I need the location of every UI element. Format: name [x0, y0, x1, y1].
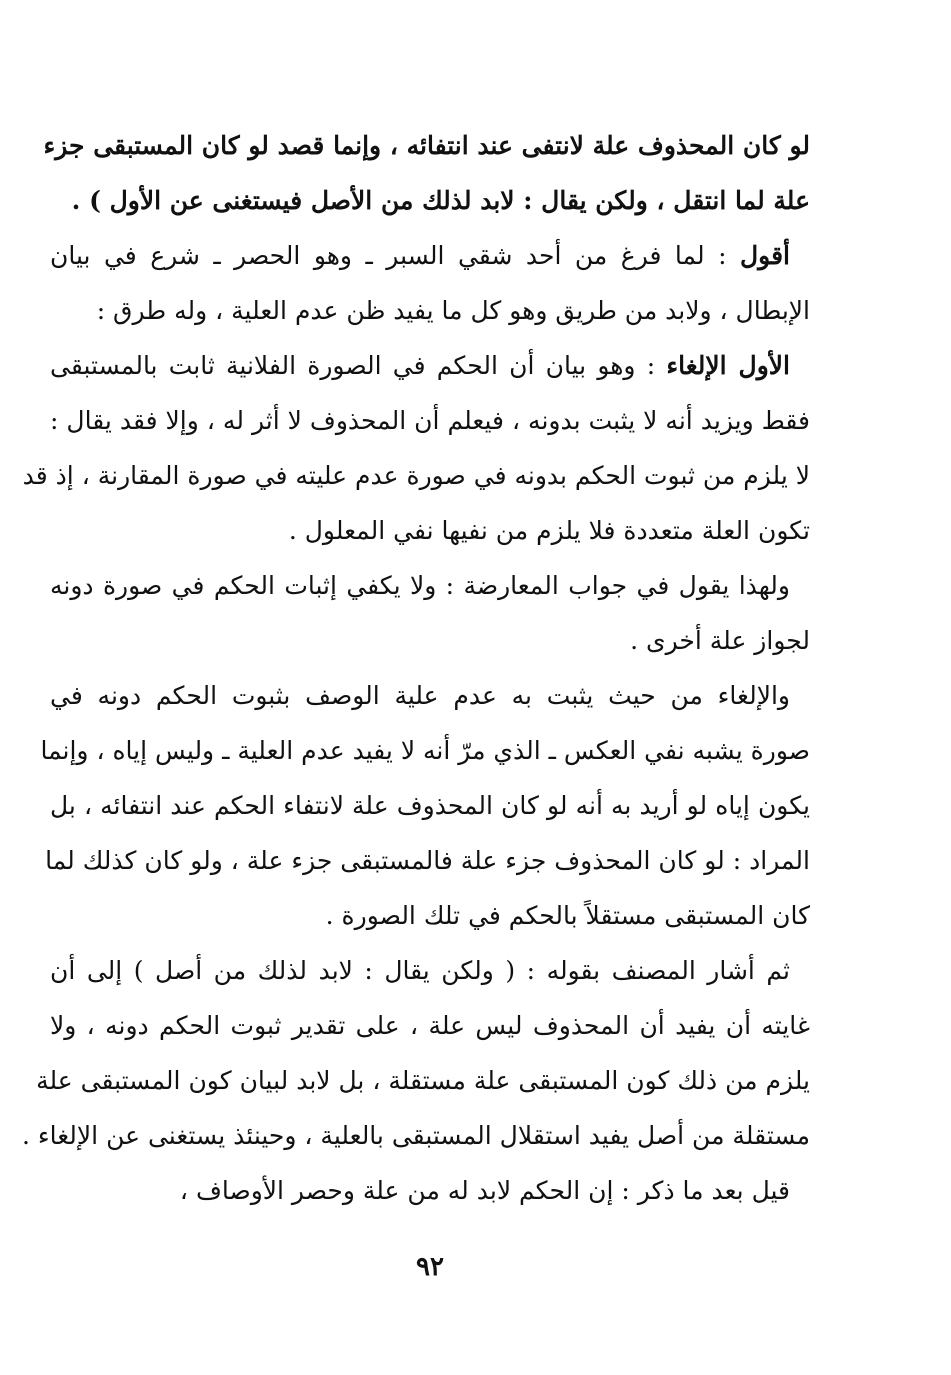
text-line: يلزم من ذلك كون المستبقى علة مستقلة ، بل لابد لبيان كون المستبقى علة: [36, 1066, 810, 1095]
text-line: مستقلة من أصل يفيد استقلال المستبقى بالعلية ، وحينئذ يستغنى عن الإلغاء .: [21, 1121, 810, 1150]
text-line: يكون إياه لو أريد به أنه لو كان المحذوف علة لانتفاء الحكم عند انتفائه ، بل: [50, 791, 810, 820]
text-line: ثم أشار المصنف بقوله : ( ولكن يقال : لابد لذلك من أصل ) إلى أن: [50, 956, 790, 985]
text-line: لا يلزم من ثبوت الحكم بدونه في صورة عدم عليته في صورة المقارنة ، إذ قد: [22, 461, 810, 490]
text-line: فقط ويزيد أنه لا يثبت بدونه ، فيعلم أن المحذوف لا أثر له ، وإلا فقد يقال :: [50, 406, 810, 435]
text-line: قيل بعد ما ذكر : إن الحكم لابد له من علة وحصر الأوصاف ،: [179, 1176, 790, 1205]
text-line: المراد : لو كان المحذوف جزء علة فالمستبقى جزء علة ، ولو كان كذلك لما: [45, 846, 810, 875]
text-line: أقول : لما فرغ من أحد شقي السبر ـ وهو الحصر ـ شرع في بيان: [50, 241, 790, 270]
lead-word: أقول: [740, 241, 790, 270]
text-line: تكون العلة متعددة فلا يلزم من نفيها نفي المعلول .: [288, 516, 810, 545]
text-line: والإلغاء من حيث يثبت به عدم علية الوصف بثبوت الحكم دونه في: [50, 681, 790, 710]
text-line: كان المستبقى مستقلاً بالحكم في تلك الصورة .: [325, 901, 810, 930]
text-line: الأول الإلغاء : وهو بيان أن الحكم في الصورة الفلانية ثابت بالمستبقى: [50, 351, 790, 380]
lead-word: الأول الإلغاء: [666, 351, 790, 380]
text-line: الإبطال ، ولابد من طريق وهو كل ما يفيد ظن عدم العلية ، وله طرق :: [96, 296, 810, 325]
text-line: صورة يشبه نفي العكس ـ الذي مرّ أنه لا يفيد عدم العلية ـ وليس إياه ، وإنما: [40, 736, 810, 765]
text-line: لجواز علة أخرى .: [630, 626, 810, 655]
page-body: [21, 118, 810, 1218]
text-line: لو كان المحذوف علة لانتفى عند انتفائه ، وإنما قصد لو كان المستبقى جزء: [43, 131, 810, 160]
text-line: ولهذا يقول في جواب المعارضة : ولا يكفي إثبات الحكم في صورة دونه: [50, 571, 790, 600]
text-line: علة لما انتقل ، ولكن يقال : لابد لذلك من الأصل فيستغنى عن الأول ) .: [71, 186, 810, 215]
text-line: غايته أن يفيد أن المحذوف ليس علة ، على تقدير ثبوت الحكم دونه ، ولا: [50, 1011, 810, 1040]
page-number: ٩٢: [416, 1252, 444, 1282]
